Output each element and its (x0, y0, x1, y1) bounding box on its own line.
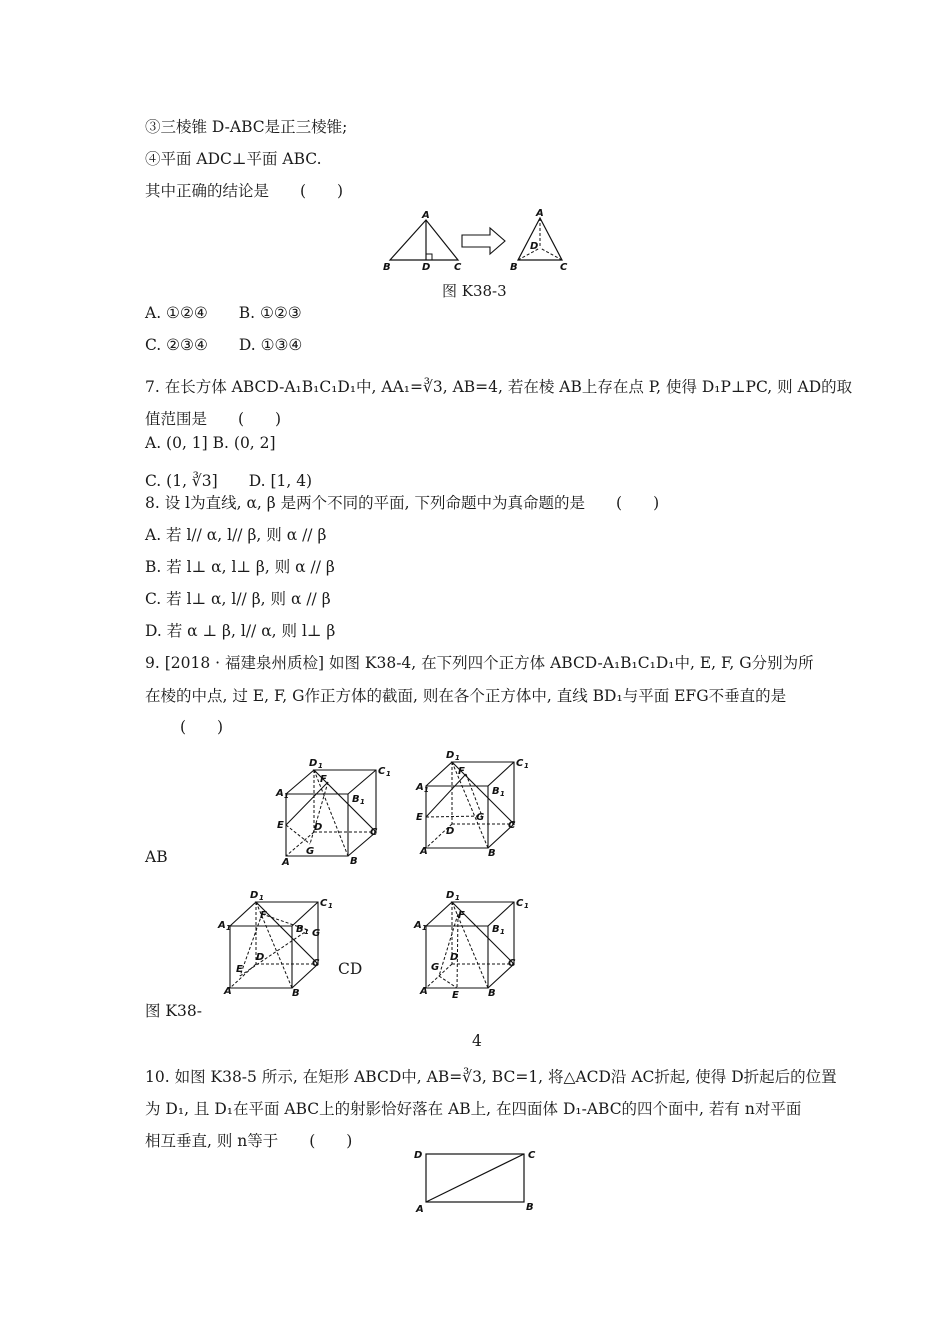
q8-option-d: D. 若 α ⊥ β, l// α, 则 l⊥ β (145, 622, 336, 640)
label-A: A (416, 1204, 424, 1215)
cube-figure-d (414, 884, 529, 999)
svg-text:1: 1 (284, 792, 289, 800)
label-D1: D (446, 890, 455, 901)
label-B: B (526, 1202, 534, 1213)
svg-text:1: 1 (422, 924, 427, 932)
label-B: B (488, 848, 496, 859)
label-cd: CD (338, 960, 363, 978)
label-C1: C (516, 758, 524, 769)
q8-option-a: A. 若 l// α, l// β, 则 α // β (145, 526, 327, 544)
cube-figure-a (276, 752, 391, 868)
statement-3: ③三棱锥 D-ABC是正三棱锥; (145, 118, 348, 136)
label-G: G (306, 846, 315, 857)
label-B: B (292, 988, 300, 999)
label-B: B (350, 856, 358, 867)
label-C: C (312, 958, 320, 969)
label-D1: D (309, 758, 318, 769)
label-ab: AB (145, 848, 168, 866)
q7-stem-1: 7. 在长方体 ABCD-A₁B₁C₁D₁中, AA₁=∛3, AB=4, 若在棱 AB上存在点 P, 使得 D₁P⊥PC, 则 AD的取 (145, 378, 853, 396)
figure-k38-3 (380, 208, 590, 274)
label-A1: A (414, 920, 422, 931)
label-D: D (530, 241, 539, 252)
figure-k38-5 (410, 1144, 550, 1214)
cube-figure-b (414, 744, 529, 859)
label-A: A (420, 986, 428, 997)
label-C: C (560, 262, 568, 273)
label-E: E (236, 964, 243, 975)
q7-options-ab: A. (0, 1] B. (0, 2] (145, 434, 276, 452)
label-A1: A (416, 782, 424, 793)
label-E: E (277, 820, 284, 831)
label-D1: D (446, 750, 455, 761)
question-prompt: 其中正确的结论是 ( ) (145, 182, 344, 200)
svg-text:1: 1 (455, 894, 460, 902)
svg-text:1: 1 (500, 790, 505, 798)
label-A: A (224, 986, 232, 997)
label-D: D (422, 262, 431, 273)
label-B1: B (296, 924, 304, 935)
svg-text:1: 1 (455, 754, 460, 762)
label-C: C (370, 827, 378, 838)
label-C: C (528, 1150, 536, 1161)
label-D: D (414, 1150, 423, 1161)
label-E: E (416, 812, 423, 823)
label-C1: C (320, 898, 328, 909)
cube-figure-c (218, 884, 333, 999)
label-C1: C (378, 766, 386, 777)
q9-stem-2: 在棱的中点, 过 E, F, G作正方体的截面, 则在各个正方体中, 直线 BD₁与平面 EFG不垂直的是 (145, 687, 787, 705)
q10-stem-1: 10. 如图 K38-5 所示, 在矩形 ABCD中, AB=∛3, BC=1, 将△ACD沿 AC折起, 使得 D折起后的位置 (145, 1068, 837, 1086)
q6-options-cd: C. ②③④ D. ①③④ (145, 336, 303, 354)
svg-text:1: 1 (328, 902, 333, 910)
label-C1: C (516, 898, 524, 909)
q6-options-ab: A. ①②④ B. ①②③ (145, 304, 302, 322)
q8-stem: 8. 设 l为直线, α, β 是两个不同的平面, 下列命题中为真命题的是 ( ) (145, 494, 660, 512)
label-D: D (256, 952, 265, 963)
diagonal-ac (426, 1154, 524, 1202)
svg-text:1: 1 (386, 770, 391, 778)
label-B1: B (492, 924, 500, 935)
label-E: E (452, 990, 459, 1001)
label-B1: B (492, 786, 500, 797)
label-A: A (536, 208, 544, 219)
label-G: G (431, 962, 440, 973)
svg-text:1: 1 (360, 798, 365, 806)
svg-text:1: 1 (524, 762, 529, 770)
q7-options-cd: C. (1, ∛3] D. [1, 4) (145, 472, 313, 490)
q8-option-b: B. 若 l⊥ α, l⊥ β, 则 α // β (145, 558, 335, 576)
label-B: B (383, 262, 391, 273)
label-A: A (282, 857, 290, 868)
label-D1: D (250, 890, 259, 901)
svg-text:1: 1 (524, 902, 529, 910)
q8-option-c: C. 若 l⊥ α, l// β, 则 α // β (145, 590, 331, 608)
label-B1: B (352, 794, 360, 805)
label-A1: A (218, 920, 226, 931)
label-F: F (458, 910, 465, 921)
label-D: D (446, 826, 455, 837)
label-C: C (508, 820, 516, 831)
label-D: D (314, 822, 323, 833)
label-A1: A (276, 788, 284, 799)
label-G: G (312, 928, 321, 939)
svg-text:1: 1 (226, 924, 231, 932)
label-G: G (476, 812, 485, 823)
q7-stem-2: 值范围是 ( ) (145, 410, 282, 428)
svg-text:1: 1 (500, 928, 505, 936)
label-F: F (320, 774, 327, 785)
q9-answer-paren: ( ) (180, 718, 224, 736)
q10-stem-3: 相互垂直, 则 n等于 ( ) (145, 1132, 353, 1150)
label-A: A (422, 210, 430, 221)
label-A: A (420, 846, 428, 857)
statement-4: ④平面 ADC⊥平面 ABC. (145, 150, 322, 168)
q9-stem-1: 9. [2018 · 福建泉州质检] 如图 K38-4, 在下列四个正方体 ABCD-A₁B₁C₁D₁中, E, F, G分别为所 (145, 654, 814, 672)
svg-text:1: 1 (424, 786, 429, 794)
q10-stem-2: 为 D₁, 且 D₁在平面 ABC上的射影恰好落在 AB上, 在四面体 D₁-ABC的四个面中, 若有 n对平面 (145, 1100, 802, 1118)
label-B: B (488, 988, 496, 999)
label-C: C (454, 262, 462, 273)
svg-text:1: 1 (259, 894, 264, 902)
label-F: F (260, 910, 267, 921)
figure-caption-number: 4 (472, 1032, 482, 1050)
figure-caption-k38-3: 图 K38-3 (442, 282, 507, 300)
label-B: B (510, 262, 518, 273)
svg-text:1: 1 (304, 928, 309, 936)
triangle-abc (390, 220, 458, 260)
label-D: D (450, 952, 459, 963)
label-F: F (458, 766, 465, 777)
label-C: C (508, 958, 516, 969)
svg-text:1: 1 (318, 762, 323, 770)
arrow-icon (462, 228, 505, 254)
figure-caption-k38-4: 图 K38- (145, 1002, 202, 1020)
